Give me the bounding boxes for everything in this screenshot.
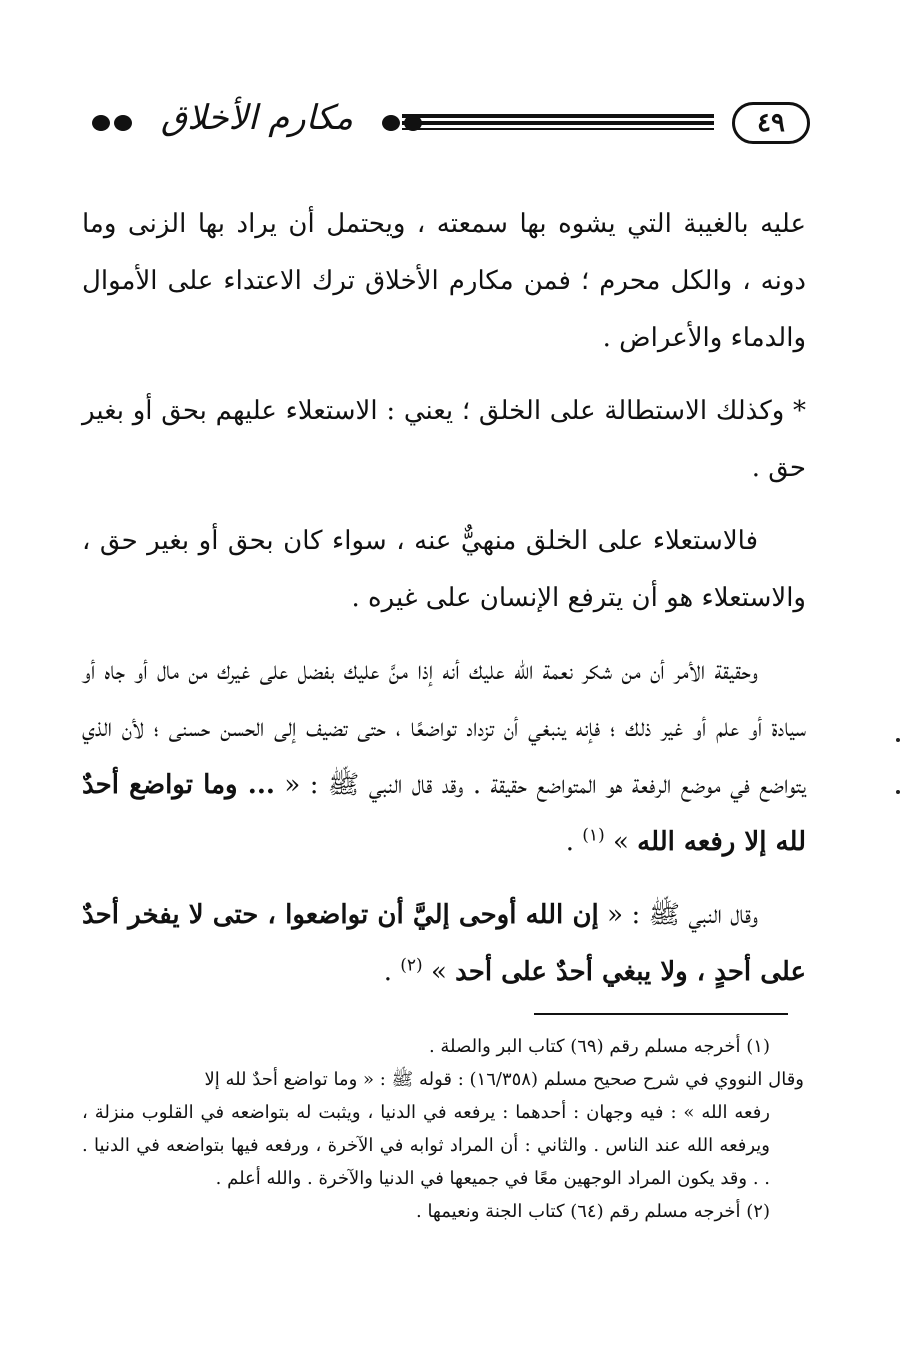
ornament-dot-icon <box>404 115 422 131</box>
quote-close: » <box>430 957 447 987</box>
paragraph <box>82 643 806 871</box>
header-rule-line <box>402 114 714 118</box>
ornament-dot-icon <box>114 115 132 131</box>
header-rule <box>402 114 714 132</box>
footnote-1: (١) أخرجه مسلم رقم (٦٩) كتاب البر والصلة . <box>428 1036 770 1057</box>
footnote-2: (٢) أخرجه مسلم رقم (٦٤) كتاب الجنة ونعيمها . <box>416 1201 770 1222</box>
header-ornament <box>92 115 132 131</box>
running-title: مكارم الأخلاق <box>160 98 354 138</box>
header-rule-line <box>402 121 714 125</box>
footnote-1-commentary-cont: رفعه الله » : فيه وجهان : أحدهما : يرفعه في الدنيا ، ويثبت له بتواضعه في القلوب منزلة ، ويرفعه الله عند الناس . والثاني : أن المراد ثوابه في الآخرة ، ورفعه فيها بتواضعه في الدنيا . . . وقد يكون المراد الوجهين معًا في جميعها في الدنيا والآخرة . والله أعلم . <box>82 1102 770 1189</box>
footnote-ref: (٢) <box>400 955 423 976</box>
page-header <box>84 96 810 156</box>
paragraph-text: وقال النبي ﷺ : « <box>607 900 759 930</box>
paragraph-text: وحقيقة الأمر أن من شكر نعمة الله عليك أنه إذا منَّ عليك بفضل على غيرك من مال أو جاه أو سيادة أو علم أو غير ذلك ؛ فإنه ينبغي أن تزداد تواضعًا ، حتى تضيف إلى الحسن حسنى ؛ لأن الذي يتواضع في موضع الرفعة هو المتواضع حقيقة . وقد قال النبي ﷺ : « <box>82 656 806 800</box>
paragraph: * وكذلك الاستطالة على الخلق ؛ يعني : الاستعلاء عليهم بحق أو بغير حق . <box>82 396 806 483</box>
header-rule-line <box>402 128 714 130</box>
sentence-end: . <box>383 957 392 987</box>
paragraph: فالاستعلاء على الخلق منهيٌّ عنه ، سواء كان بحق أو بغير حق ، والاستعلاء هو أن يترفع الإنسان على غيره . <box>82 526 806 613</box>
footnote-ref: (١) <box>582 825 605 846</box>
body-text <box>82 196 806 1017</box>
scan-mark <box>896 738 900 742</box>
footnote-separator <box>534 1013 788 1015</box>
ornament-dot-icon <box>92 115 110 131</box>
hadith-quote: ... وما تواضع أحدٌ لله إلا رفعه الله <box>82 770 806 857</box>
hadith-quote: إن الله أوحى إليَّ أن تواضعوا ، حتى لا يفخر أحدٌ على أحدٍ ، ولا يبغي أحدٌ على أحد <box>82 900 806 987</box>
footnote-1-commentary: وقال النووي في شرح صحيح مسلم (١٦/٣٥٨) : قوله ﷺ : « وما تواضع أحدٌ لله إلا <box>204 1069 804 1090</box>
sentence-end: . <box>565 827 575 857</box>
footnotes <box>82 1030 804 1228</box>
header-ornament <box>382 115 422 131</box>
page-number: ٤٩ <box>732 102 810 144</box>
paragraph <box>82 887 806 1001</box>
quote-close: » <box>612 827 629 857</box>
ornament-dot-icon <box>382 115 400 131</box>
paragraph: عليه بالغيبة التي يشوه بها سمعته ، ويحتمل أن يراد بها الزنى وما دونه ، والكل محرم ؛ فمن مكارم الأخلاق ترك الاعتداء على الأموال والدماء والأعراض . <box>82 209 806 353</box>
scan-mark <box>896 790 900 794</box>
